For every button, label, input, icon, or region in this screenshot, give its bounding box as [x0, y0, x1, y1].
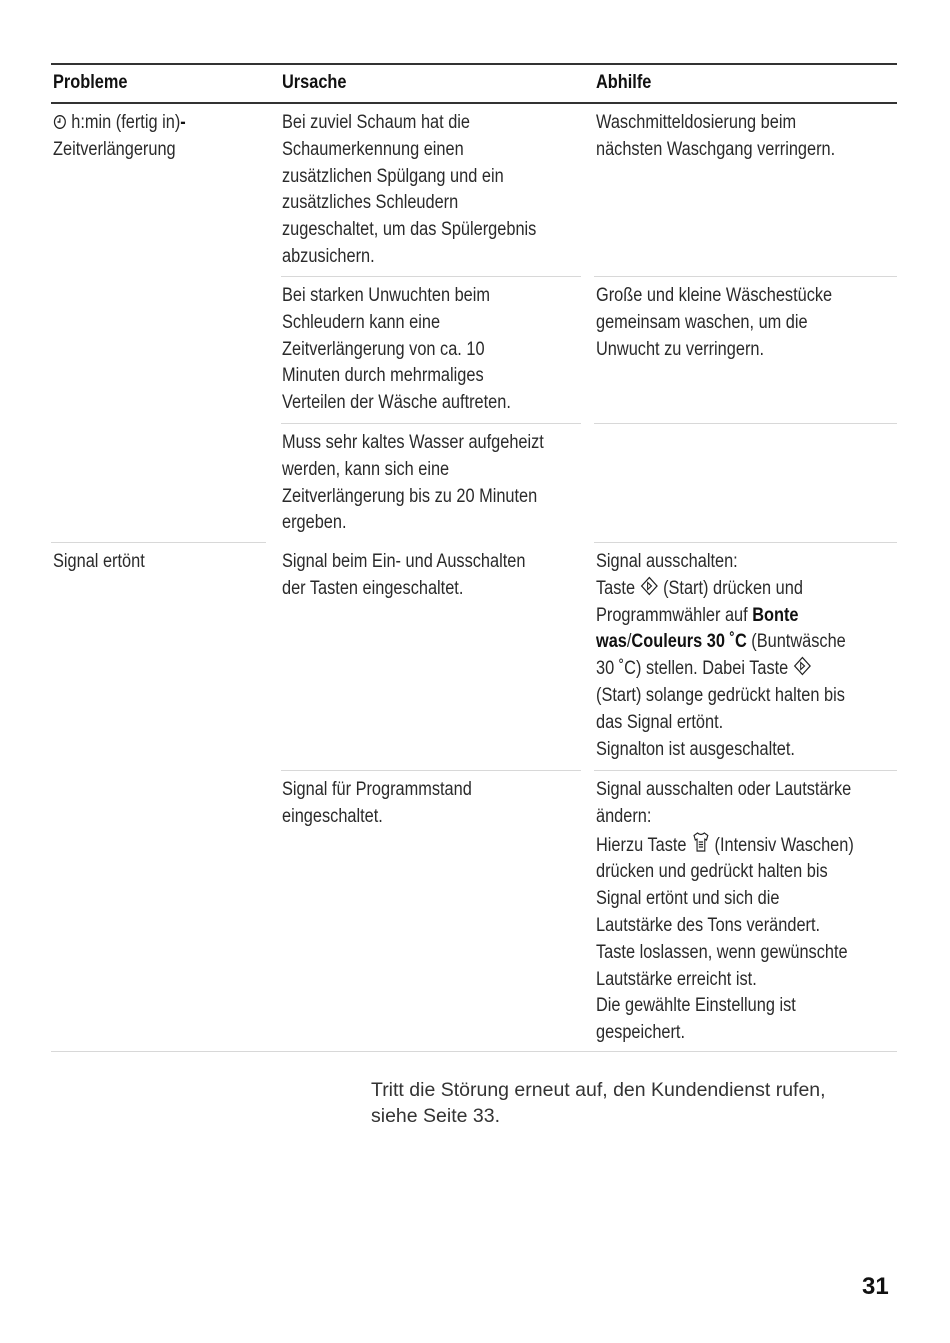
footer-note: Tritt die Störung erneut auf, den Kundendienst rufen, siehe Seite 33. [371, 1079, 826, 1127]
column-header-remedy: Abhilfe [596, 72, 652, 93]
start-diamond-icon [793, 656, 812, 676]
remedy-detergent-dosage: Waschmitteldosierung beim nächsten Waschgang verringern. [596, 112, 836, 160]
divider [594, 542, 897, 543]
intensive-wash-shirt-icon [691, 831, 710, 853]
cause-program-status-signal: Signal für Programmstand eingeschaltet. [282, 779, 472, 827]
divider [594, 276, 897, 277]
remedy-switch-off-signal: Signal ausschalten: Taste (Start) drücken und Programmwähler auf Bonte was/Couleurs 30 ˚C (Buntwäsche 30 ˚C) stellen. Dabei Taste (Start) solange gedrückt halten bis das Signal ertönt. Signalton ist ausgeschaltet. [596, 551, 846, 760]
problem-time-extension: h:min (fertig in)- Zeitverlängerung [53, 112, 186, 160]
cause-button-signal: Signal beim Ein- und Ausschalten der Tasten eingeschaltet. [282, 551, 526, 599]
clock-icon [53, 114, 67, 130]
remedy-change-volume: Signal ausschalten oder Lautstärke ändern: Hierzu Taste (Intensiv Waschen) drücken und gedrückt halten bis Signal ertönt und sich die Lautstärke des Tons verändert. Taste loslassen, wenn gewünschte Lautstärke erreicht ist. Die gewählte Einstellung ist gespeichert. [596, 779, 854, 1044]
table-top-rule [51, 63, 897, 65]
table-bottom-divider [51, 1051, 897, 1052]
divider [51, 542, 266, 543]
column-header-cause: Ursache [282, 72, 347, 93]
column-header-problems: Probleme [53, 72, 128, 93]
cause-too-much-foam: Bei zuviel Schaum hat die Schaumerkennung einen zusätzlichen Spülgang und ein zusätzliches Schleudern zugeschaltet, um das Spülergebnis abzusichern. [282, 112, 537, 267]
start-diamond-icon [640, 576, 659, 596]
divider [281, 276, 581, 277]
table-header-rule [51, 102, 897, 104]
remedy-mix-laundry: Große und kleine Wäschestücke gemeinsam waschen, um die Unwucht zu verringern. [596, 285, 833, 360]
cause-imbalance: Bei starken Unwuchten beim Schleudern kann eine Zeitverlängerung von ca. 10 Minuten durch mehrmaliges Verteilen der Wäsche auftreten. [282, 285, 511, 414]
divider [281, 423, 581, 424]
problem-signal: Signal ertönt [53, 551, 145, 572]
divider [594, 423, 897, 424]
divider [594, 770, 897, 771]
cause-cold-water: Muss sehr kaltes Wasser aufgeheizt werden, kann sich eine Zeitverlängerung bis zu 20 Minuten ergeben. [282, 432, 544, 534]
page-number: 31 [862, 1273, 889, 1300]
divider [281, 770, 581, 771]
